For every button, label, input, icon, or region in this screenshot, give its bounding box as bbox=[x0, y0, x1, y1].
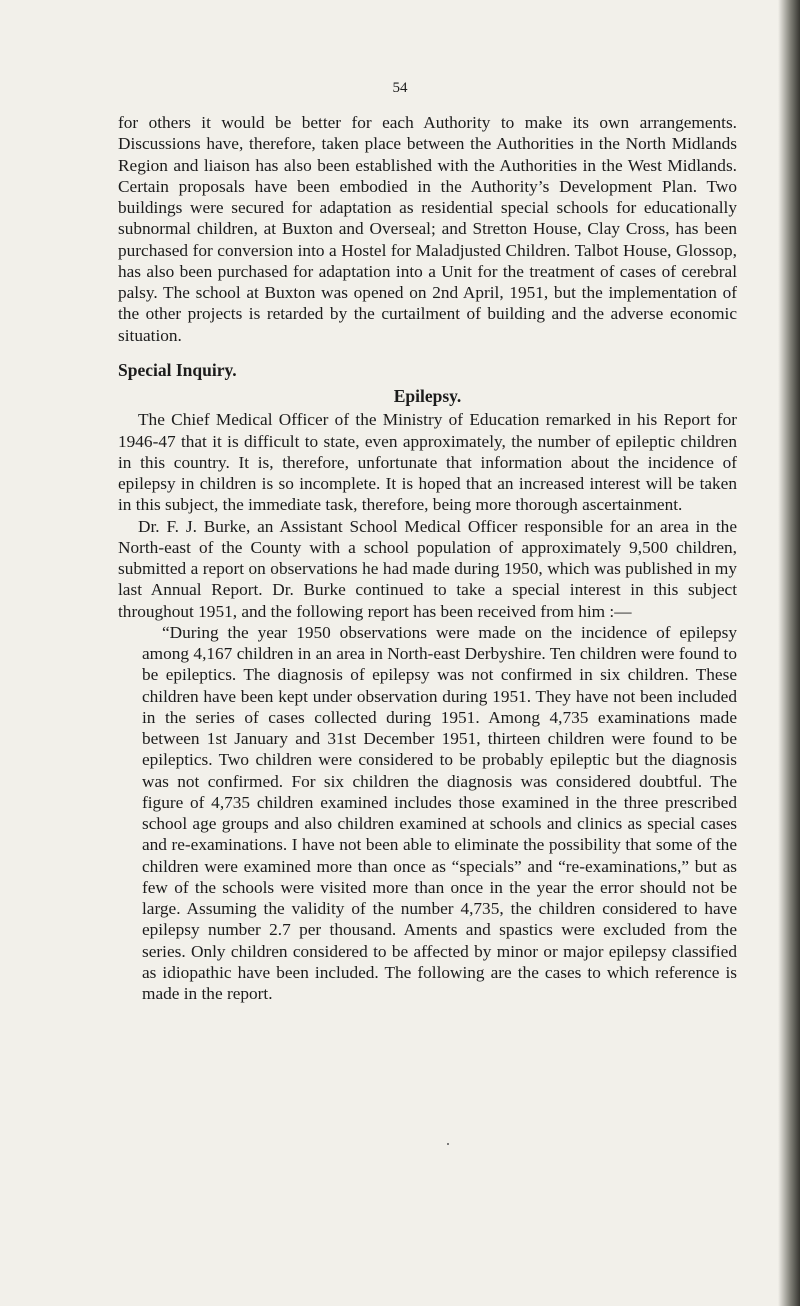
section-subtitle: Epilepsy. bbox=[393, 386, 462, 406]
print-speck bbox=[447, 1143, 449, 1145]
quoted-report-text: “During the year 1950 observations were made on the incidence of epilepsy among 4,167 children in an area in North-east Derbyshire. Ten children were found to be epileptics. The diagnosis of epilepsy was not confirmed in six children. These children have been kept under observation during 1951. They have not been included in the series of cases collected during 1951. Among 4,735 examinations made between 1st January and 31st December 1951, thirteen children were found to be epileptics. Two children were considered to be probably epileptic but the diagnosis was not confirmed. For six children the diagnosis was considered doubtful. The figure of 4,735 children examined includes those examined in the three prescribed school age groups and also children examined at schools and clinics as special cases and re-examinations. I have not been able to eliminate the possibility that some of the children were examined more than once as “specials” and “re-examinations,” but as few of the schools were visited more than once in the year the error should not be large. Assuming the validity of the number 4,735, the children considered to have epilepsy number 2.7 per thousand. Aments and spastics were excluded from the series. Only children considered to be affected by minor or major epilepsy classified as idiopathic have been included. The following are the cases to which reference is made in the report. bbox=[142, 622, 737, 1003]
burke-paragraph: Dr. F. J. Burke, an Assistant School Medical Officer responsible for an area in the North-east of the County with a school population of approximately 9,500 children, submitted a report on observations he had made during 1950, which was published in my last Annual Report. Dr. Burke continued to take a special interest in this subject throughout 1951, and the following report has been received from him :— bbox=[118, 516, 737, 621]
chief-officer-paragraph: The Chief Medical Officer of the Ministry of Education remarked in his Report for 1946-47 that it is difficult to state, even approximately, the number of epileptic children in this country. It is, therefore, unfortunate that information about the incidence of epilepsy in children is so incomplete. It is hoped that an increased interest will be taken in this subject, the immediate task, therefore, being more thorough ascertainment. bbox=[118, 410, 737, 515]
quoted-report bbox=[142, 622, 737, 1005]
page-edge-shadow bbox=[778, 0, 800, 1306]
page-number: 54 bbox=[392, 80, 408, 96]
section-heading: Special Inquiry. bbox=[118, 359, 237, 380]
body-text bbox=[118, 112, 737, 1004]
opening-paragraph: for others it would be better for each Authority to make its own arrangements. Discussions have, therefore, taken place between the Authorities in the North Midlands Region and liaison has also been established with the Authorities in the West Midlands. Certain proposals have been embodied in the Authority’s Development Plan. Two buildings were secured for adaptation as residential special schools for educationally subnormal children, at Buxton and Overseal; and Stretton House, Clay Cross, has been purchased for conversion into a Hostel for Maladjusted Children. Talbot House, Glossop, has also been purchased for adaptation into a Unit for the treatment of cases of cerebral palsy. The school at Buxton was opened on 2nd April, 1951, but the implementation of the other projects is retarded by the curtailment of building and the adverse economic situation. bbox=[118, 113, 737, 345]
